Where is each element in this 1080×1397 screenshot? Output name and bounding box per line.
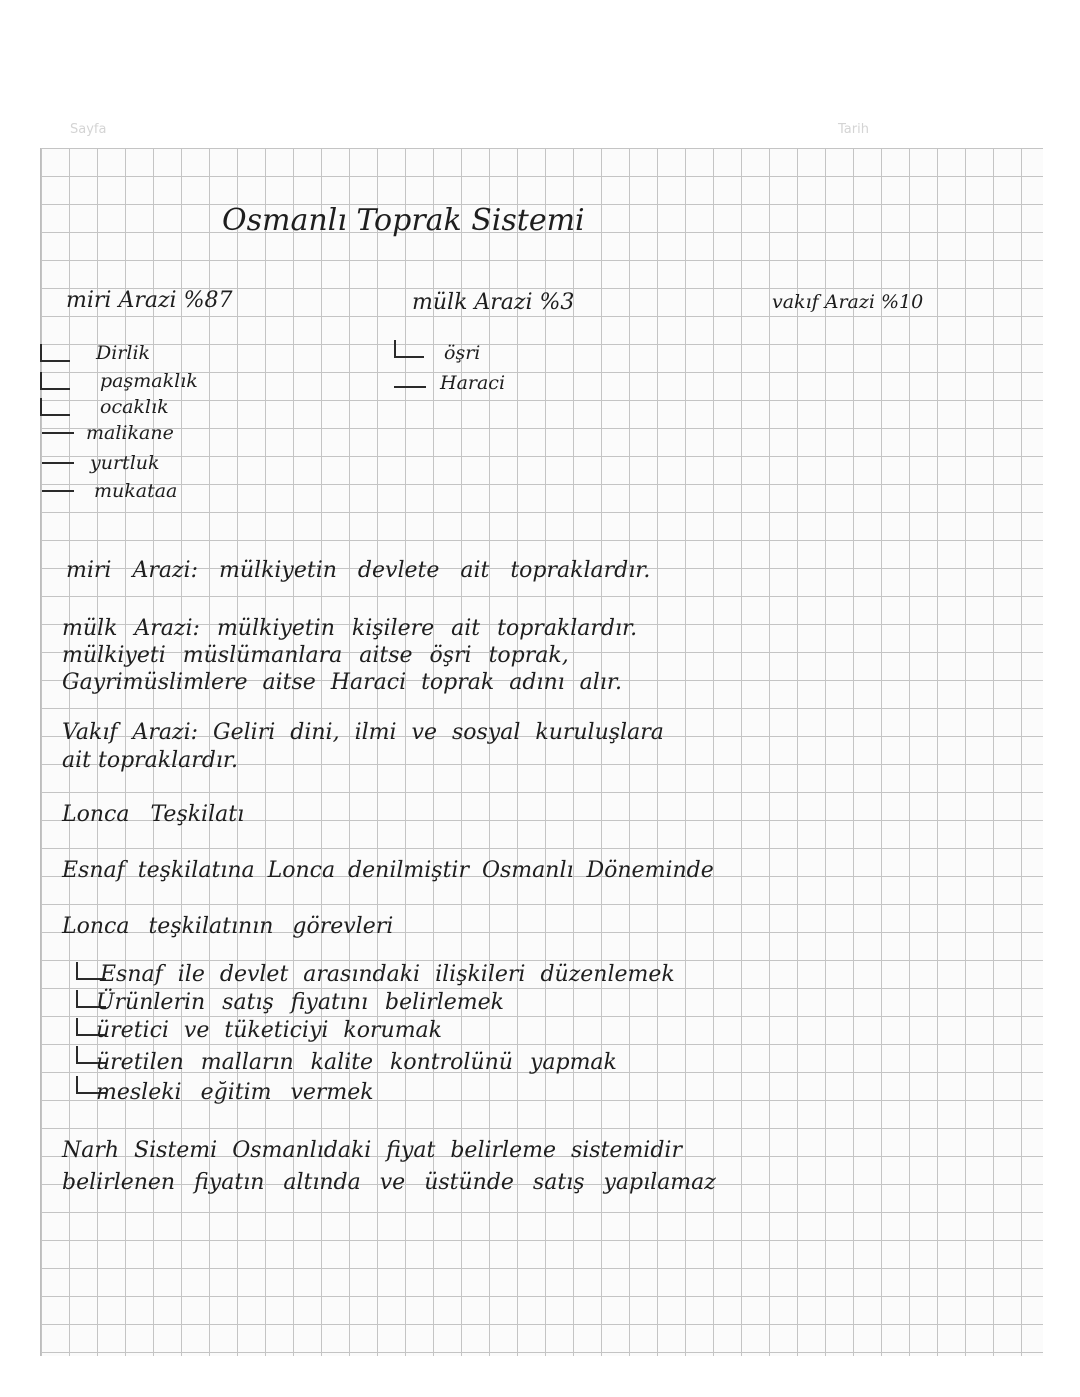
lonca-description: Esnaf teşkilatına Lonca denilmiştir Osmanlı Döneminde: [62, 858, 714, 883]
list-item: Dirlik: [96, 342, 151, 364]
list-item: Esnaf ile devlet arasındaki ilişkileri düzenlemek: [100, 962, 675, 987]
list-bullet: [40, 372, 70, 390]
list-item: malikane: [86, 422, 174, 444]
lonca-duties-heading: Lonca teşkilatının görevleri: [62, 914, 394, 939]
category-vakif: vakıf Arazi %10: [772, 291, 924, 313]
list-bullet: [394, 340, 424, 358]
list-item: yurtluk: [90, 452, 160, 474]
narh-line-1: Narh Sistemi Osmanlıdaki fiyat belirleme sistemidir: [62, 1138, 682, 1163]
list-item: paşmaklık: [100, 370, 198, 392]
definition-miri: miri Arazi: mülkiyetin devlete ait topraklardır.: [66, 558, 651, 583]
definition-vakif-line-1: Vakıf Arazi: Geliri dini, ilmi ve sosyal kuruluşlara: [62, 720, 664, 745]
list-item: üretilen malların kalite kontrolünü yapmak: [96, 1050, 617, 1075]
list-item: mukataa: [94, 480, 178, 502]
list-dash: [42, 462, 74, 464]
definition-mulk-line-1: mülk Arazi: mülkiyetin kişilere ait topraklardır.: [62, 616, 638, 641]
list-dash: [42, 432, 74, 434]
category-miri: miri Arazi %87: [66, 288, 233, 313]
definition-vakif-line-2: ait topraklardır.: [62, 748, 238, 773]
list-item: mesleki eğitim vermek: [96, 1080, 374, 1105]
list-item: ocaklık: [100, 396, 169, 418]
list-bullet: [40, 344, 70, 362]
definition-mulk-line-3: Gayrimüslimlere aitse Haraci toprak adını alır.: [62, 670, 622, 695]
list-item: üretici ve tüketiciyi korumak: [96, 1018, 442, 1043]
list-dash: [42, 490, 74, 492]
category-mulk: mülk Arazi %3: [412, 290, 575, 315]
list-item: Haraci: [440, 372, 506, 394]
date-label-mark: Tarih: [838, 122, 869, 137]
list-bullet: [40, 398, 70, 416]
definition-mulk-line-2: mülkiyeti müslümanlara aitse öşri toprak,: [62, 643, 569, 668]
page-title: Osmanlı Toprak Sistemi: [222, 203, 585, 238]
list-dash: [394, 386, 426, 388]
narh-line-2: belirlenen fiyatın altında ve üstünde satış yapılamaz: [62, 1170, 716, 1195]
page-label-mark: Sayfa: [70, 122, 107, 137]
list-item: öşri: [444, 342, 481, 364]
lonca-heading: Lonca Teşkilatı: [62, 802, 245, 827]
list-item: Ürünlerin satış fiyatını belirlemek: [96, 990, 504, 1015]
